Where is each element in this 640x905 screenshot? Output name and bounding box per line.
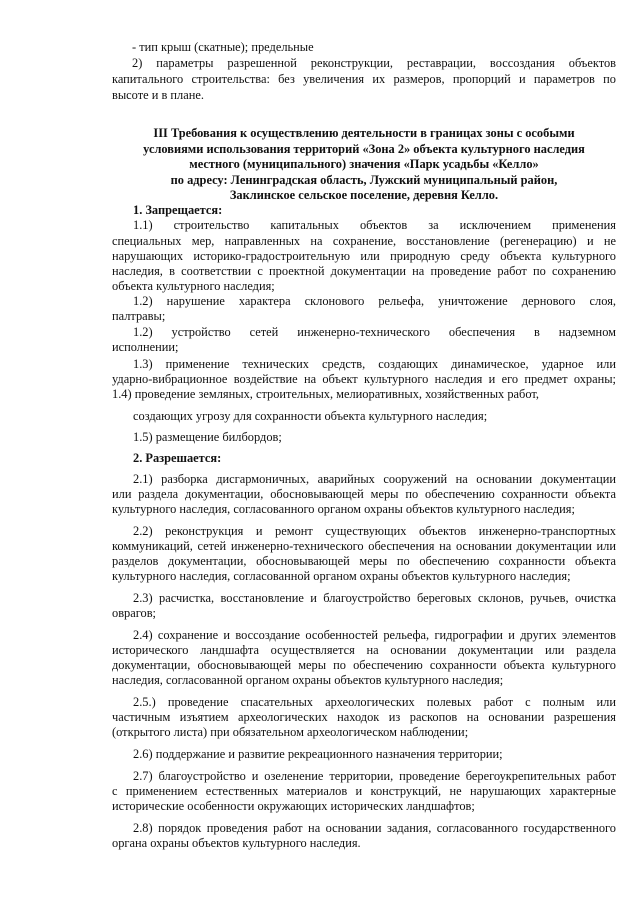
text-line: 2.8) порядок проведения работ на основании задания, согласованного государственного: [133, 821, 616, 835]
text-line: высоте и в плане.: [112, 88, 204, 102]
text-line: исторические особенности окружающих исторических ландшафтов;: [112, 799, 475, 813]
text-line: 2.1) разборка дисгармоничных, аварийных сооружений на основании документации: [133, 472, 616, 486]
heading-line: по адресу: Ленинградская область, Лужский муниципальный район,: [170, 173, 558, 187]
text-line: наследия, в соответствии с проектной документации на проведение работ по сохранению: [112, 264, 616, 278]
text-line: 2.2) реконструкция и ремонт существующих объектов инженерно-транспортных: [133, 524, 616, 538]
text-line: 2) параметры разрешенной реконструкции, реставрации, воссоздания объектов: [132, 56, 616, 70]
text-line: документации, обосновывающей меры по обеспечению сохранности объекта культурного: [112, 658, 616, 672]
text-line: 1.3) применение технических средств, создающих динамическое, ударное или: [133, 357, 616, 371]
text-line: 2.5.) проведение спасательных археологических полевых работ с полным или: [133, 695, 616, 709]
text-line: с применением естественных материалов и конструкций, не нарушающих характерные: [112, 784, 616, 798]
text-line: или раздела документации, обосновывающей меры по обеспечению сохранности объекта: [112, 487, 616, 501]
heading-line: 1. Запрещается:: [133, 203, 223, 217]
text-line: объекта культурного наследия;: [112, 279, 275, 293]
text-line: 1.2) устройство сетей инженерно-технического обеспечения в надземном: [133, 325, 616, 339]
heading-line: 2. Разрешается:: [133, 451, 222, 465]
text-line: 2.3) расчистка, восстановление и благоустройство береговых склонов, ручьев, очистка: [133, 591, 616, 605]
heading-line: Заклинское сельское поселение, деревня Келло.: [229, 188, 499, 202]
text-line: оврагов;: [112, 606, 157, 620]
heading-line: местного (муниципального) значения «Парк усадьбы «Келло»: [189, 157, 539, 171]
text-line: 1.2) нарушение характера склонового рельефа, уничтожение дернового слоя,: [133, 294, 616, 308]
heading-line: III Требования к осуществлению деятельности в границах зоны с особыми: [153, 126, 575, 140]
text-line: палтравы;: [112, 309, 166, 323]
text-line: частичным изъятием археологических находок из раскопов на основании разрешения: [112, 710, 616, 724]
heading-line: условиями использования территорий «Зона 2» объекта культурного наследия: [143, 142, 585, 156]
text-line: исполнении;: [112, 340, 179, 354]
text-line: 1.1) строительство капитальных объектов за исключением применения: [133, 218, 616, 232]
text-line: культурного наследия, согласованного органом охраны объектов культурного наследия;: [112, 502, 575, 516]
text-line: - тип крыш (скатные); предельные: [132, 40, 314, 54]
text-line: культурного наследия, согласованной органом охраны объектов культурного наследия;: [112, 569, 571, 583]
text-line: наследия, согласованной органом охраны объектов культурного наследия;: [112, 673, 504, 687]
text-line: органа охраны объектов культурного наследия.: [112, 836, 361, 850]
text-line: капитального строительства: без увеличения их размеров, пропорций и параметров по: [112, 72, 616, 86]
text-line: создающих угрозу для сохранности объекта культурного наследия;: [133, 409, 488, 423]
text-line: 2.7) благоустройство и озеленение территории, проведение берегоукрепительных работ: [133, 769, 616, 783]
text-line: 2.6) поддержание и развитие рекреационного назначения территории;: [133, 747, 503, 761]
text-line: нарушающих историко-градостроительную или природную среду объекта культурного: [112, 249, 616, 263]
text-line: коммуникаций, сетей инженерно-технического обеспечения на основании документации или: [112, 539, 616, 553]
text-line: исторического ландшафта осуществляется на основании документации или раздела: [112, 643, 616, 657]
text-line: 1.5) размещение билбордов;: [133, 430, 282, 444]
text-line: 2.4) сохранение и воссоздание особенностей рельефа, гидрографии и других элементов: [133, 628, 616, 642]
text-line: специальных мер, направленных на сохранение, восстановление (регенерацию) и не: [112, 234, 616, 248]
text-line: (открытого листа) при обязательном археологическом наблюдении;: [112, 725, 469, 739]
text-line: 1.4) проведение земляных, строительных, мелиоративных, хозяйственных работ,: [112, 387, 539, 401]
text-line: ударно-вибрационное воздействие на объект культурного наследия и его предмет охраны;: [112, 372, 616, 386]
text-line: разделов документации, обосновывающей меры по обеспечению сохранности объекта: [112, 554, 616, 568]
